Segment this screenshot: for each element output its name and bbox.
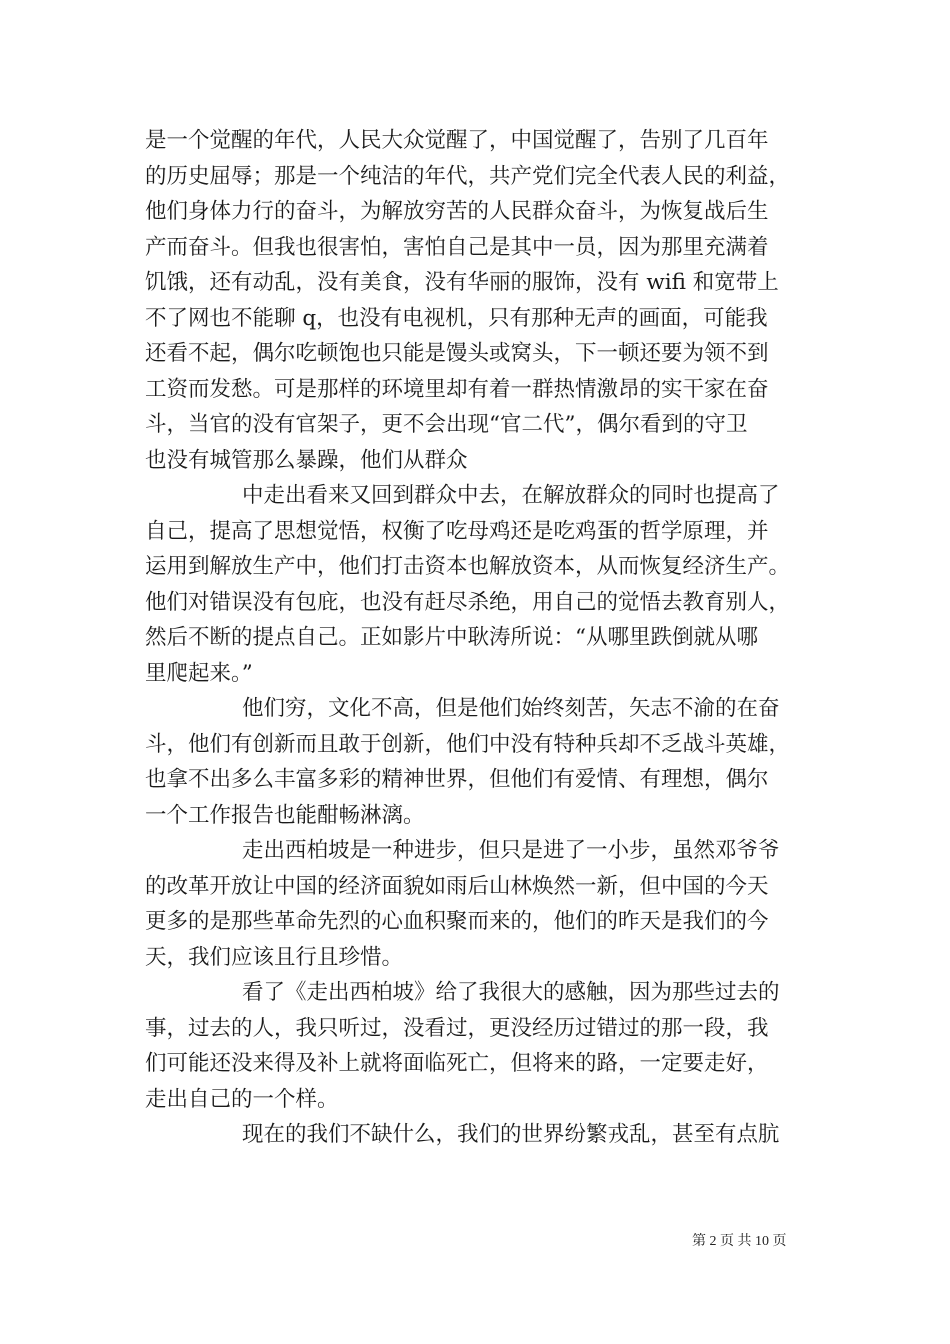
text-line: 的改革开放让中国的经济面貌如雨后山林焕然一新，但中国的今天 [145,873,769,899]
page-number-footer: 第 2 页 共 10 页 [692,1234,787,1249]
paragraph-first-line: 看了《走出西柏坡》给了我很大的感触，因为那些过去的 [242,980,780,1005]
text-line: 的历史屈辱；那是一个纯洁的年代，共产党们完全代表人民的利益， [145,163,791,189]
text-line: 运用到解放生产中，他们打击资本也解放资本，从而恢复经济生产。 [145,554,791,579]
text-line: 斗，他们有创新而且敢于创新，他们中没有特种兵却不乏战斗英雄， [145,731,791,757]
document-body [145,123,810,1153]
text-line: 然后不断的提点自己。正如影片中耿涛所说：“从哪里跌倒就从哪 [145,625,758,650]
paragraph-first-line: 走出西柏坡是一种进步，但只是进了一小步，虽然邓爷爷 [242,838,780,863]
text-line: 一个工作报告也能酣畅淋漓。 [145,802,425,828]
text-line: 更多的是那些革命先烈的心血积聚而来的，他们的昨天是我们的今 [145,909,769,934]
text-line: 们可能还没来得及补上就将面临死亡，但将来的路，一定要走好， [145,1051,769,1076]
paragraph-first-line: 现在的我们不缺什么，我们的世界纷繁戎乱，甚至有点肮 [242,1122,780,1147]
text-line: 自己，提高了思想觉悟，权衡了吃母鸡还是吃鸡蛋的哲学原理，并 [145,518,769,544]
text-line: 是一个觉醒的年代，人民大众觉醒了，中国觉醒了，告别了几百年 [145,128,769,153]
text-line: 不了网也不能聊 q，也没有电视机，只有那种无声的画面，可能我 [145,305,768,331]
text-line: 走出自己的一个样。 [145,1086,339,1112]
text-line: 产而奋斗。但我也很害怕，害怕自己是其中一员，因为那里充满着 [145,234,769,260]
text-line: 他们对错误没有包庇，也没有赶尽杀绝，用自己的觉悟去教育别人， [145,589,791,615]
text-line: 他们身体力行的奋斗，为解放穷苦的人民群众奋斗，为恢复战后生 [145,199,769,224]
text-line: 还看不起，偶尔吃顿饱也只能是馒头或窝头，下一顿还要为领不到 [145,341,769,366]
text-line: 也拿不出多么丰富多彩的精神世界，但他们有爱情、有理想，偶尔 [145,767,769,792]
text-line: 斗，当官的没有官架子，更不会出现“官二代”，偶尔看到的守卫 [145,412,748,437]
text-line: 饥饿，还有动乱，没有美食，没有华丽的服饰，没有 wifi 和宽带上 [145,270,779,295]
text-line: 也没有城管那么暴躁，他们从群众 [145,447,468,473]
text-line: 事，过去的人，我只听过，没看过，更没经历过错过的那一段，我 [145,1015,769,1041]
text-line: 工资而发愁。可是那样的环境里却有着一群热情激昂的实干家在奋 [145,376,769,402]
text-line: 天，我们应该且行且珍惜。 [145,944,404,970]
paragraph-first-line: 中走出看来又回到群众中去，在解放群众的同时也提高了 [242,483,780,508]
paragraph-first-line: 他们穷，文化不高，但是他们始终刻苦，矢志不渝的在奋 [242,696,780,721]
text-line: 里爬起来。” [145,660,253,686]
